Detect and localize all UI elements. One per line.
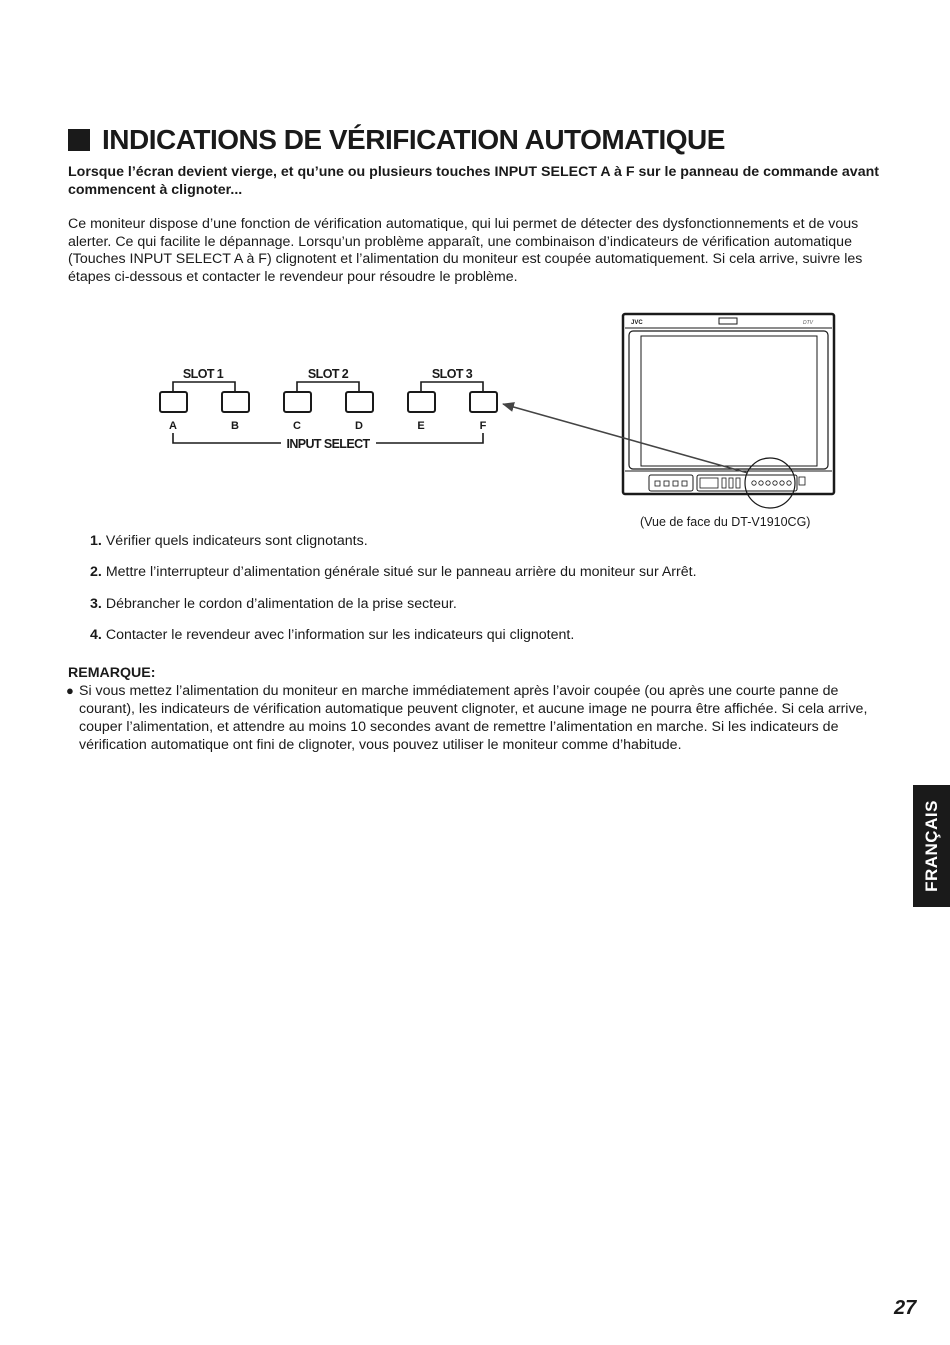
slot-3-label: SLOT 3 [431, 367, 473, 381]
remark-bullet-icon: ● [66, 683, 74, 698]
remark-heading: REMARQUE: [68, 665, 156, 681]
key-b-label: B [231, 420, 239, 432]
monitor-front-view [623, 314, 834, 508]
monitor-screen [641, 336, 817, 466]
slot-2-group [284, 367, 373, 432]
remark-text: Si vous mettez l’alimentation du moniteur en marche immédiatement après l’avoir coupée (ou après une courte panne de courant), les indicateurs de vérification automatique peuvent clignoter, et aucune image ne pourra être affichée. Si cela arrive, couper l’alimentation, et attendre au moins 10 secondes avant de remettre l’alimentation en marche. Si les indicateurs de vérification automatique ont fini de clignoter, vous pouvez utiliser le moniteur comme d’habitude. [79, 683, 868, 753]
slot-2-label: SLOT 2 [307, 367, 349, 381]
input-select-diagram [0, 300, 950, 515]
input-select-key-b [222, 392, 249, 412]
step-number: 1. [90, 533, 102, 549]
input-select-bracket-right [376, 433, 483, 443]
slot-3-group [408, 367, 497, 432]
step-text: Contacter le revendeur avec l’information sur les indicateurs qui clignotent. [105, 626, 575, 643]
step-text: Débrancher le cordon d’alimentation de la prise secteur. [105, 595, 457, 612]
monitor-brand-logo: JVC [631, 320, 643, 326]
monitor-control-group-right [697, 475, 797, 491]
heading-square-marker [68, 129, 90, 151]
slot-1-group [160, 367, 249, 432]
step-item [90, 626, 697, 657]
lead-paragraph: Lorsque l’écran devient vierge, et qu’une ou plusieurs touches INPUT SELECT A à F sur le panneau de commande avant commencent à clignoter... [68, 164, 879, 198]
monitor-tally-lamp [719, 318, 737, 324]
step-number: 3. [90, 595, 102, 612]
key-d-label: D [355, 420, 363, 432]
step-item [90, 595, 697, 626]
slot-1-bracket [173, 382, 235, 391]
input-select-label: INPUT SELECT [286, 437, 370, 451]
diagram-svg [0, 300, 950, 515]
input-select-key-f [470, 392, 497, 412]
input-select-key-e [408, 392, 435, 412]
input-select-bracket-left [173, 433, 281, 443]
slot-1-label: SLOT 1 [182, 367, 224, 381]
section-heading [68, 124, 725, 156]
key-f-label: F [479, 420, 487, 432]
step-number: 4. [90, 626, 102, 643]
steps-list [90, 532, 697, 657]
page-number: 27 [894, 1297, 917, 1319]
step-text: Vérifier quels indicateurs sont clignotants. [105, 533, 368, 549]
intro-paragraph: Ce moniteur dispose d’une fonction de vérification automatique, qui lui permet de détecter des dysfonctionnements et de vous alerter. Ce qui facilite le dépannage. Lorsqu’un problème apparaît, une combinaison d’indicateurs de vérification automatique (Touches INPUT SELECT A à F) clignotent et l’alimentation du moniteur est coupée automatiquement. Si cela arrive, suivre les étapes ci-dessous et contacter le revendeur pour résoudre le problème. [68, 216, 863, 285]
slot-2-bracket [297, 382, 359, 391]
input-select-key-a [160, 392, 187, 412]
language-tab [913, 785, 950, 907]
input-select-key-d [346, 392, 373, 412]
key-c-label: C [293, 420, 301, 432]
step-text: Mettre l’interrupteur d’alimentation générale situé sur le panneau arrière du moniteur sur Arrêt. [105, 564, 697, 581]
language-tab-label: FRANÇAIS [921, 800, 941, 892]
input-select-key-c [284, 392, 311, 412]
step-number: 2. [90, 564, 102, 581]
key-e-label: E [417, 420, 425, 432]
monitor-caption: (Vue de face du DT-V1910CG) [640, 515, 811, 529]
monitor-dtv-logo: DTV [803, 320, 813, 326]
slot-3-bracket [421, 382, 483, 391]
page-title: INDICATIONS DE VÉRIFICATION AUTOMATIQUE [102, 124, 725, 155]
step-item [90, 532, 697, 563]
key-a-label: A [169, 420, 177, 432]
monitor-control-group-left [649, 475, 693, 491]
step-item [90, 563, 697, 594]
